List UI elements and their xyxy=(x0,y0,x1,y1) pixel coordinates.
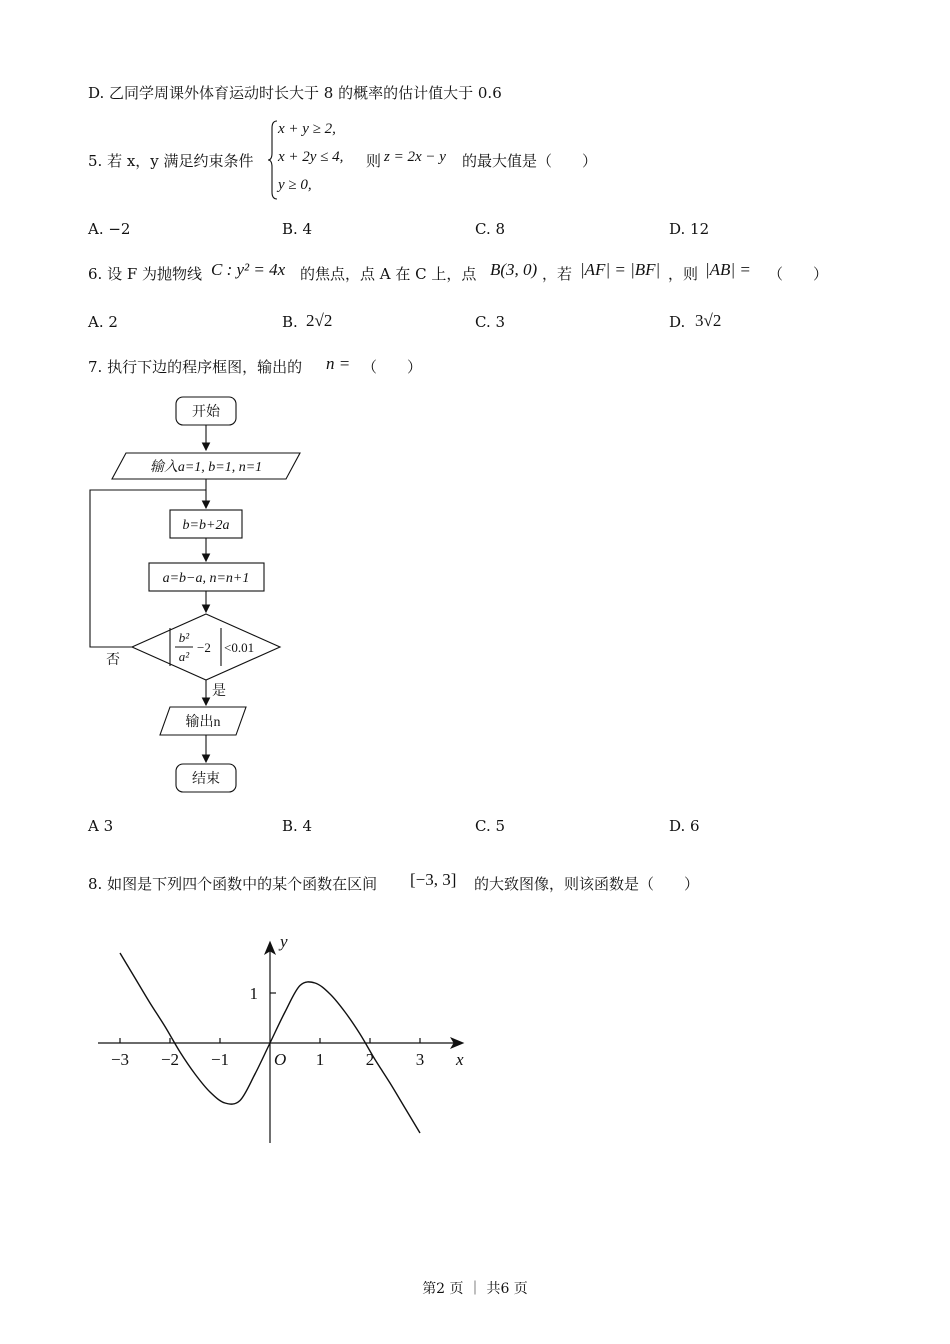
flow-start-text: 开始 xyxy=(192,405,220,420)
q7-option-b: B. 4 xyxy=(282,817,313,835)
flow-end-text: 结束 xyxy=(192,772,220,787)
flow-step1-text: b=b+2a xyxy=(182,518,230,533)
q6-text-a: 6. 设 F 为抛物线 xyxy=(88,265,203,283)
q8-stem-end: 的大致图像，则该函数是（ ） xyxy=(474,875,700,893)
q6-text-c: ，若 xyxy=(542,265,573,283)
x-tick-label: 3 xyxy=(415,1050,425,1069)
q5-option-d: D. 12 xyxy=(669,220,710,238)
q7-option-a: A 3 xyxy=(88,817,114,835)
x-tick-label: −1 xyxy=(210,1050,230,1069)
q7-option-c: C. 5 xyxy=(475,817,506,835)
flow-cond-text: <0.01 xyxy=(224,640,255,655)
q6-option-d-label: D. xyxy=(669,313,686,331)
y-tick-label: 1 xyxy=(249,984,258,1003)
origin-label: O xyxy=(274,1050,287,1069)
q5-option-c: C. 8 xyxy=(475,220,506,238)
q6-text-d: ，则 xyxy=(668,265,699,283)
q6-point-b: B(3, 0) xyxy=(490,260,538,279)
x-tick-label: 1 xyxy=(315,1050,325,1069)
q7-option-d: D. 6 xyxy=(669,817,700,835)
q6-option-d-value: 3√2 xyxy=(695,311,722,330)
q5-constraint-2: x + 2y ≤ 4, xyxy=(278,149,344,165)
q6-text-b: 的焦点，点 A 在 C 上，点 xyxy=(300,265,477,283)
flow-no-label: 否 xyxy=(106,653,120,668)
q7-stem-var: n = xyxy=(326,354,351,373)
q5-constraint-1: x + y ≥ 2, xyxy=(278,121,336,137)
x-tick-label: 2 xyxy=(365,1050,375,1069)
q5-suffix: 的最大值是（ ） xyxy=(462,152,598,170)
x-tick-label: −2 xyxy=(160,1050,180,1069)
q6-option-a: A. 2 xyxy=(88,313,118,331)
q5-brace xyxy=(268,120,278,200)
y-axis-label: y xyxy=(280,932,288,951)
q8-stem: 8. 如图是下列四个函数中的某个函数在区间 xyxy=(88,875,378,893)
q5-option-a: A. −2 xyxy=(88,220,131,238)
page-footer: 第2 页 ｜ 共6 页 xyxy=(422,1281,528,1297)
q6-option-b-label: B. xyxy=(282,313,298,331)
q5-then: 则 xyxy=(366,152,382,170)
flow-step2-text: a=b−a, n=n+1 xyxy=(162,571,250,586)
q5-prefix: 5. 若 x，y 满足约束条件 xyxy=(88,152,254,170)
q5-option-b: B. 4 xyxy=(282,220,313,238)
q6-parabola: C : y² = 4x xyxy=(211,260,286,279)
q8-interval: [−3, 3] xyxy=(410,870,457,889)
q7-stem-end: （ ） xyxy=(362,358,423,376)
q6-text-e: （ ） xyxy=(768,265,829,283)
q4-option-d: D. 乙同学周课外体育运动时长大于 8 的概率的估计值大于 0.6 xyxy=(88,84,502,102)
x-tick-label: −3 xyxy=(110,1050,130,1069)
q6-option-c: C. 3 xyxy=(475,313,506,331)
q8-function-graph xyxy=(90,925,480,1155)
flow-input-text: 输入a=1, b=1, n=1 xyxy=(149,460,263,475)
flow-output-text: 输出n xyxy=(185,715,221,730)
flow-frac-den: a² xyxy=(178,649,190,664)
q5-objective: z = 2x − y xyxy=(384,149,446,165)
flow-yes-label: 是 xyxy=(212,684,226,699)
flow-minus-two: −2 xyxy=(197,640,211,655)
q6-option-b-value: 2√2 xyxy=(306,311,333,330)
q6-ask: |AB| = xyxy=(705,260,751,279)
q7-flowchart xyxy=(80,390,310,810)
q5-constraint-3: y ≥ 0, xyxy=(278,177,312,193)
q6-condition: |AF| = |BF| xyxy=(580,260,661,279)
flow-frac-num: b² xyxy=(178,630,190,645)
x-axis-label: x xyxy=(456,1050,464,1069)
q7-stem: 7. 执行下边的程序框图，输出的 xyxy=(88,358,303,376)
